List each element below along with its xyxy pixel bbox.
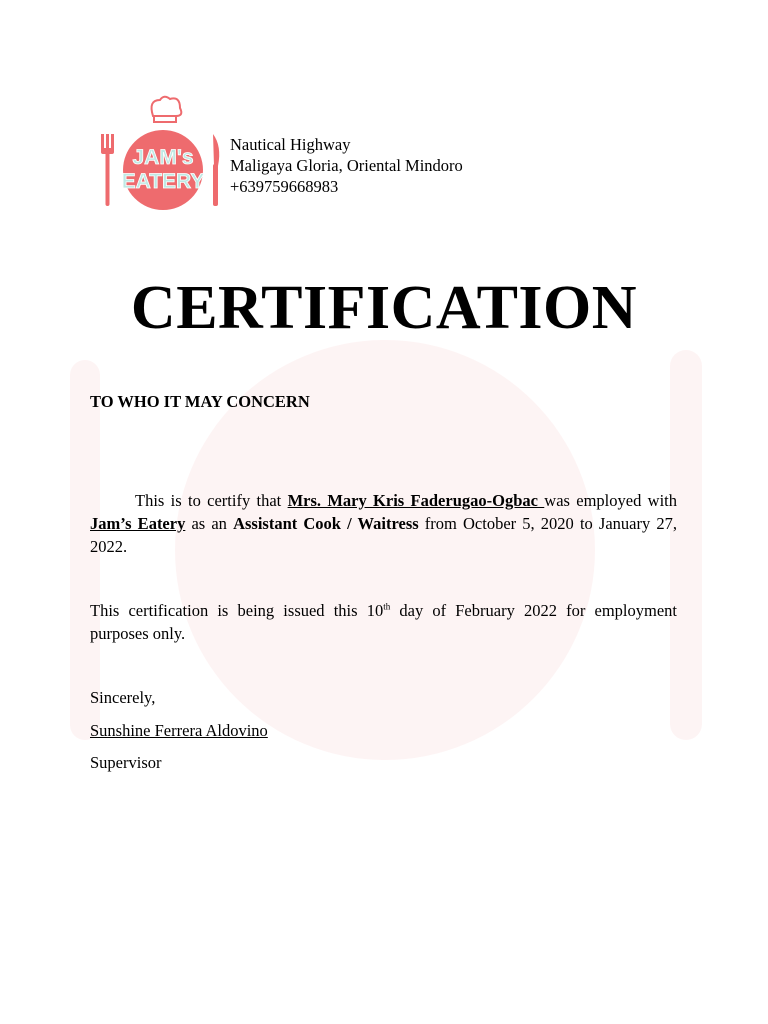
p2-text2: day of February 2022 for employment purposes only. — [90, 601, 678, 643]
address-line-2: Maligaya Gloria, Oriental Mindoro — [230, 156, 463, 175]
signer-position: Supervisor — [90, 753, 162, 772]
document-title: CERTIFICATION — [130, 274, 638, 342]
p1-text4: from October 5, 2020 to January 27, 2022. — [90, 514, 677, 556]
logo-text-top: JAM's — [132, 146, 194, 169]
jams-eatery-logo — [98, 94, 224, 212]
address-line-1: Nautical Highway — [230, 135, 351, 154]
p1-text3: as an — [185, 514, 234, 533]
signer-name: Sunshine Ferrera Aldovino — [90, 721, 268, 740]
p1-text2: was employed with — [544, 491, 677, 510]
certification-paragraph — [90, 489, 677, 558]
closing: Sincerely, — [90, 688, 156, 707]
address-block — [230, 134, 463, 197]
job-position: Assistant Cook / Waitress — [233, 514, 419, 533]
ordinal-suffix: th — [383, 601, 391, 612]
p1-intro: This is to certify that — [135, 491, 288, 510]
phone-number: +639759668983 — [230, 177, 339, 196]
chef-hat-icon — [152, 97, 182, 122]
knife-icon — [213, 134, 219, 206]
fork-icon — [101, 134, 114, 206]
salutation: TO WHO IT MAY CONCERN — [90, 392, 310, 411]
logo-text-bottom: EATERY — [121, 170, 205, 193]
employee-name: Mrs. Mary Kris Faderugao-Ogbac — [287, 491, 545, 510]
p2-text1: This certification is being issued this 10 — [90, 601, 384, 620]
employer-name: Jam’s Eatery — [90, 514, 186, 533]
issuance-paragraph — [90, 599, 677, 645]
